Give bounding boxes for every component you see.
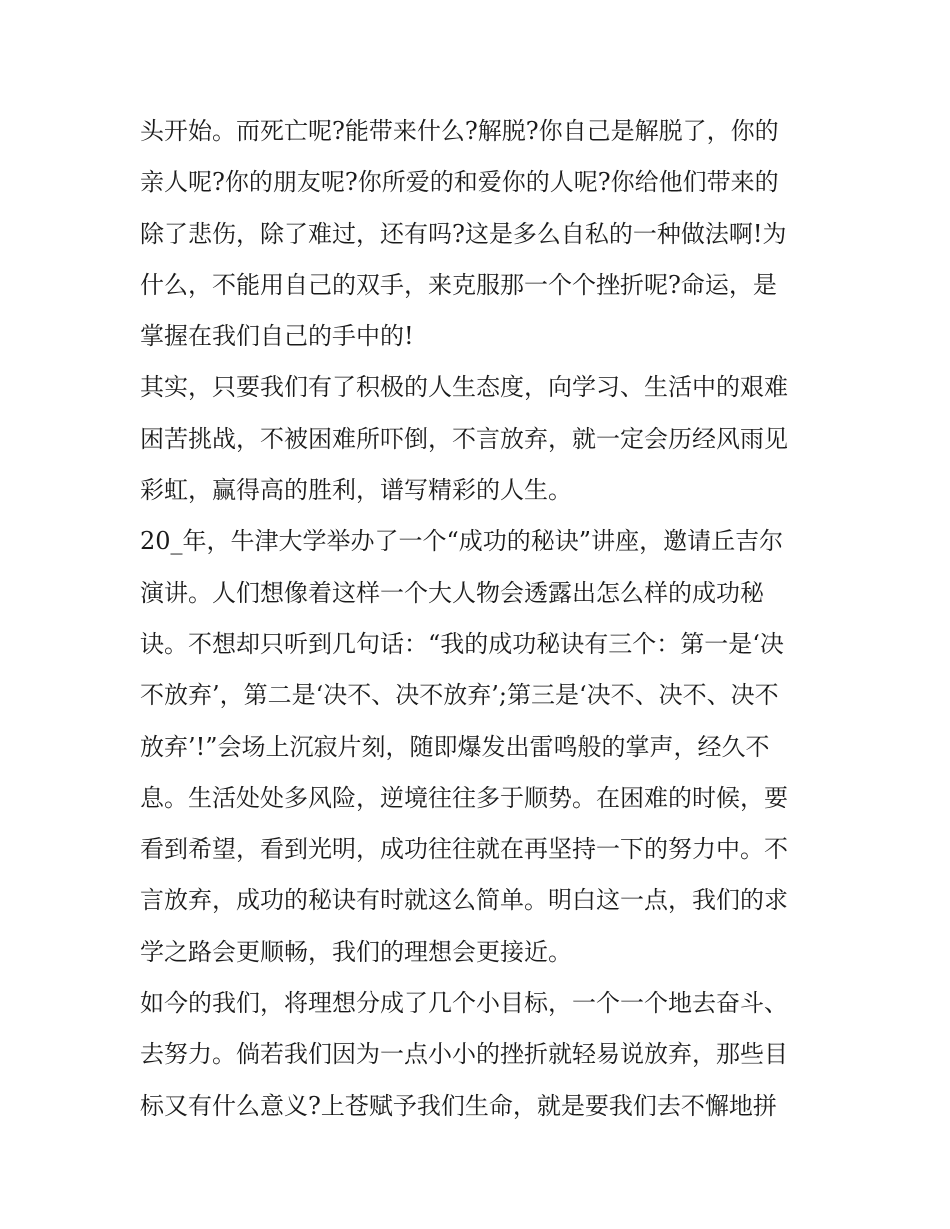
text-line: 困苦挑战，不被困难所吓倒，不言放弃，就一定会历经风雨见 xyxy=(140,424,788,453)
text-line: 学之路会更顺畅，我们的理想会更接近。 xyxy=(140,937,572,966)
text-line: 20_年，牛津大学举办了一个“成功的秘诀”讲座，邀请丘吉尔 xyxy=(140,527,784,556)
text-line: 亲人呢?你的朋友呢?你所爱的和爱你的人呢?你给他们带来的 xyxy=(140,168,779,197)
text-line: 放弃’!”会场上沉寂片刻，随即爆发出雷鸣般的掌声，经久不 xyxy=(140,732,770,761)
text-line: 诀。不想却只听到几句话：“我的成功秘诀有三个：第一是‘决 xyxy=(140,629,784,658)
text-line: 演讲。人们想像着这样一个大人物会透露出怎么样的成功秘 xyxy=(140,578,764,607)
text-line: 什么，不能用自己的双手，来克服那一个个挫折呢?命运，是 xyxy=(140,270,777,299)
text-line: 掌握在我们自己的手中的! xyxy=(140,322,414,351)
text-line: 标又有什么意义?上苍赋予我们生命，就是要我们去不懈地拼 xyxy=(140,1091,777,1120)
text-line: 看到希望，看到光明，成功往往就在再坚持一下的努力中。不 xyxy=(140,835,788,864)
document-body xyxy=(140,106,820,1132)
text-line: 息。生活处处多风险，逆境往往多于顺势。在困难的时候，要 xyxy=(140,783,788,812)
text-line: 头开始。而死亡呢?能带来什么?解脱?你自己是解脱了，你的 xyxy=(140,117,779,145)
text-line: 去努力。倘若我们因为一点小小的挫折就轻易说放弃，那些目 xyxy=(140,1040,788,1069)
text-line: 除了悲伤，除了难过，还有吗?这是多么自私的一种做法啊!为 xyxy=(140,219,787,248)
text-line: 彩虹，赢得高的胜利，谱写精彩的人生。 xyxy=(140,476,572,505)
text-line: 言放弃，成功的秘诀有时就这么简单。明白这一点，我们的求 xyxy=(140,886,788,915)
text-line: 不放弃’，第二是‘决不、决不放弃’;第三是‘决不、决不、决不 xyxy=(140,681,779,710)
text-line: 如今的我们，将理想分成了几个小目标，一个一个地去奋斗、 xyxy=(140,989,788,1018)
text-line: 其实，只要我们有了积极的人生态度，向学习、生活中的艰难 xyxy=(140,373,788,402)
